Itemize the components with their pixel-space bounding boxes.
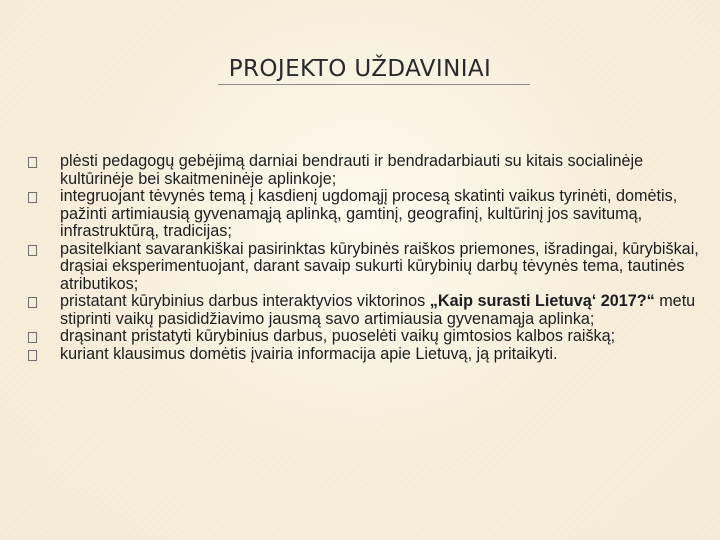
- bullet-item: [28, 346, 700, 364]
- bullet-item: [28, 293, 700, 328]
- quiz-name-bold: „Kaip surasti Lietuvą‘ 2017?“: [429, 292, 655, 310]
- bullet-text-part: metu stiprinti vaikų pasididžiavimo jausmą savo artimiausia gyvenamąja aplinka;: [60, 292, 696, 328]
- square-bullet-icon: [28, 192, 37, 203]
- bullet-text: plėsti pedagogų gebėjimą darniai bendrauti ir bendradarbiauti su kitais socialinėje kultūrinėje bei skaitmeninėje aplinkoje;: [60, 152, 644, 188]
- bullet-item: [28, 153, 700, 188]
- square-bullet-icon: [28, 332, 37, 343]
- square-bullet-icon: [28, 157, 37, 168]
- bullet-item: [28, 188, 700, 241]
- bullet-list: [28, 153, 700, 363]
- square-bullet-icon: [28, 297, 37, 308]
- bullet-text: kuriant klausimus domėtis įvairia informacija apie Lietuvą, ją pritaikyti.: [60, 344, 558, 363]
- slide-title: PROJEKTO UŽDAVINIAI: [228, 56, 492, 82]
- bullet-text: integruojant tėvynės temą į kasdienį ugdomąjį procesą skatinti vaikus tyrinėti, domėtis, pažinti artimiausią gyvenamąją aplinką, gamtinį, geografinį, kultūrinį jos savitumą, infrastruktūrą, tradicijas;: [60, 187, 678, 240]
- bullet-text: [60, 292, 695, 328]
- bullet-text: pasitelkiant savarankiškai pasirinktas kūrybinės raiškos priemones, išradingai, kūrybiškai, drąsiai eksperimentuojant, darant savaip sukurti kūrybinių darbų tėvynės tema, tautinės atributikos;: [60, 239, 699, 293]
- square-bullet-icon: [28, 245, 37, 256]
- title-underline: [218, 84, 530, 85]
- bullet-text: drąsinant pristatyti kūrybinius darbus, puoselėti vaikų gimtosios kalbos raišką;: [60, 327, 616, 345]
- bullet-item: [28, 328, 700, 346]
- bullet-item: [28, 241, 700, 294]
- square-bullet-icon: [28, 350, 37, 361]
- bullet-text-part: pristatant kūrybinius darbus interaktyvios viktorinos: [60, 292, 430, 310]
